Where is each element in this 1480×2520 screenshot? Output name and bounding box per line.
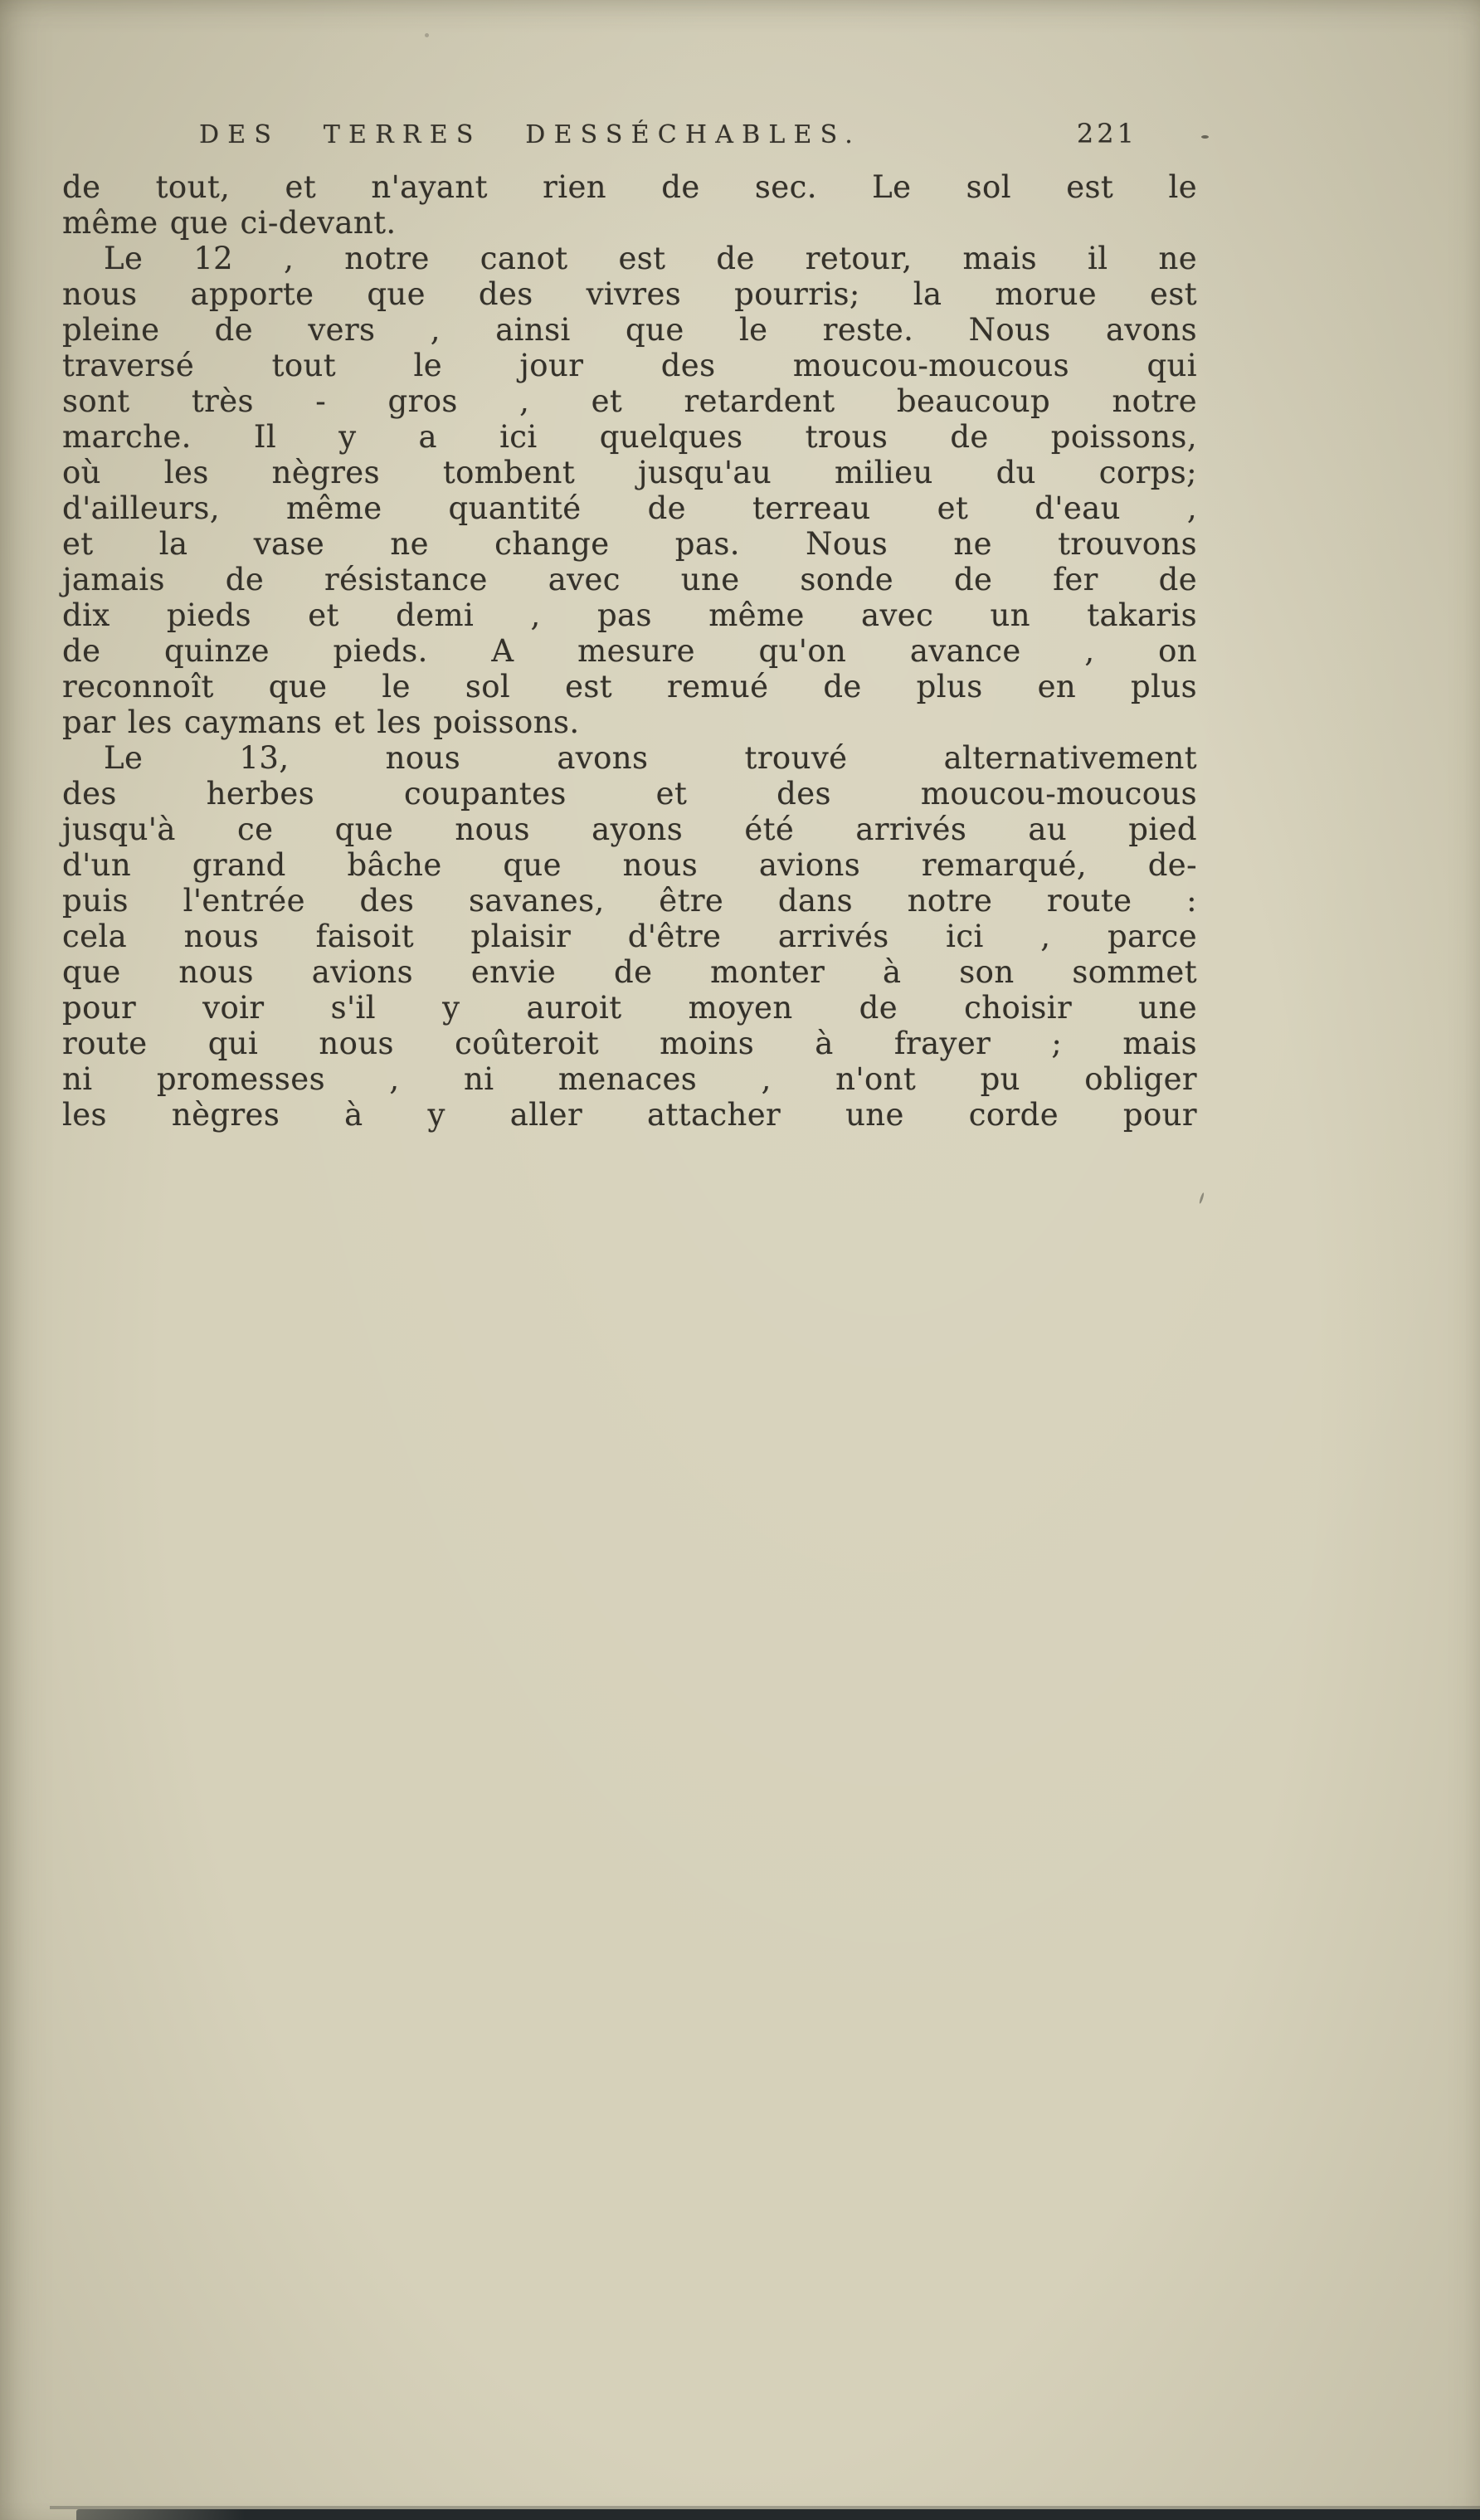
text-line: de quinze pieds. A mesure qu'on avance , on bbox=[62, 633, 1197, 669]
scan-speck bbox=[1201, 135, 1209, 139]
text-line: puis l'entrée des savanes, être dans notre route : bbox=[62, 883, 1197, 919]
text-line: pleine de vers , ainsi que le reste. Nous avons bbox=[62, 312, 1197, 348]
text-line: ni promesses , ni menaces , n'ont pu obliger bbox=[62, 1061, 1197, 1097]
text-line: pour voir s'il y auroit moyen de choisir une bbox=[62, 990, 1197, 1026]
page-number: 221 bbox=[1076, 118, 1137, 149]
text-line: Le 12 , notre canot est de retour, mais il ne bbox=[104, 241, 1197, 276]
text-line: cela nous faisoit plaisir d'être arrivés ici , parce bbox=[62, 919, 1197, 954]
text-line: marche. Il y a ici quelques trous de poissons, bbox=[62, 419, 1197, 455]
text-line: même que ci-devant. bbox=[62, 205, 397, 241]
text-line: par les caymans et les poissons. bbox=[62, 704, 580, 740]
text-line: dix pieds et demi , pas même avec un takaris bbox=[62, 597, 1197, 633]
scan-speck bbox=[1199, 1192, 1205, 1204]
scan-speck bbox=[425, 33, 429, 37]
text-line: des herbes coupantes et des moucou-moucous bbox=[62, 776, 1197, 812]
text-line: que nous avions envie de monter à son sommet bbox=[62, 954, 1197, 990]
text-line: jusqu'à ce que nous ayons été arrivés au pied bbox=[62, 812, 1197, 847]
page-header bbox=[62, 118, 1197, 149]
text-line: jamais de résistance avec une sonde de fer de bbox=[62, 562, 1197, 597]
text-line: Le 13, nous avons trouvé alternativement bbox=[104, 740, 1197, 776]
text-line: où les nègres tombent jusqu'au milieu du corps; bbox=[62, 455, 1197, 490]
text-line: de tout, et n'ayant rien de sec. Le sol est le bbox=[62, 169, 1197, 205]
text-line: et la vase ne change pas. Nous ne trouvons bbox=[62, 526, 1197, 562]
running-title: DES TERRES DESSÉCHABLES. bbox=[199, 120, 862, 149]
text-line: reconnoît que le sol est remué de plus en plus bbox=[62, 669, 1197, 704]
text-line: les nègres à y aller attacher une corde pour bbox=[62, 1097, 1197, 1133]
text-line: sont très - gros , et retardent beaucoup notre bbox=[62, 383, 1197, 419]
scan-bottom-edge bbox=[76, 2509, 1480, 2520]
text-line: nous apporte que des vivres pourris; la morue est bbox=[62, 276, 1197, 312]
text-line: d'un grand bâche que nous avions remarqué, de- bbox=[62, 847, 1197, 883]
text-line: traversé tout le jour des moucou-moucous qui bbox=[62, 348, 1197, 383]
text-line: d'ailleurs, même quantité de terreau et d'eau , bbox=[62, 490, 1197, 526]
text-line: route qui nous coûteroit moins à frayer ; mais bbox=[62, 1026, 1197, 1061]
page-body-text bbox=[62, 169, 1197, 1133]
